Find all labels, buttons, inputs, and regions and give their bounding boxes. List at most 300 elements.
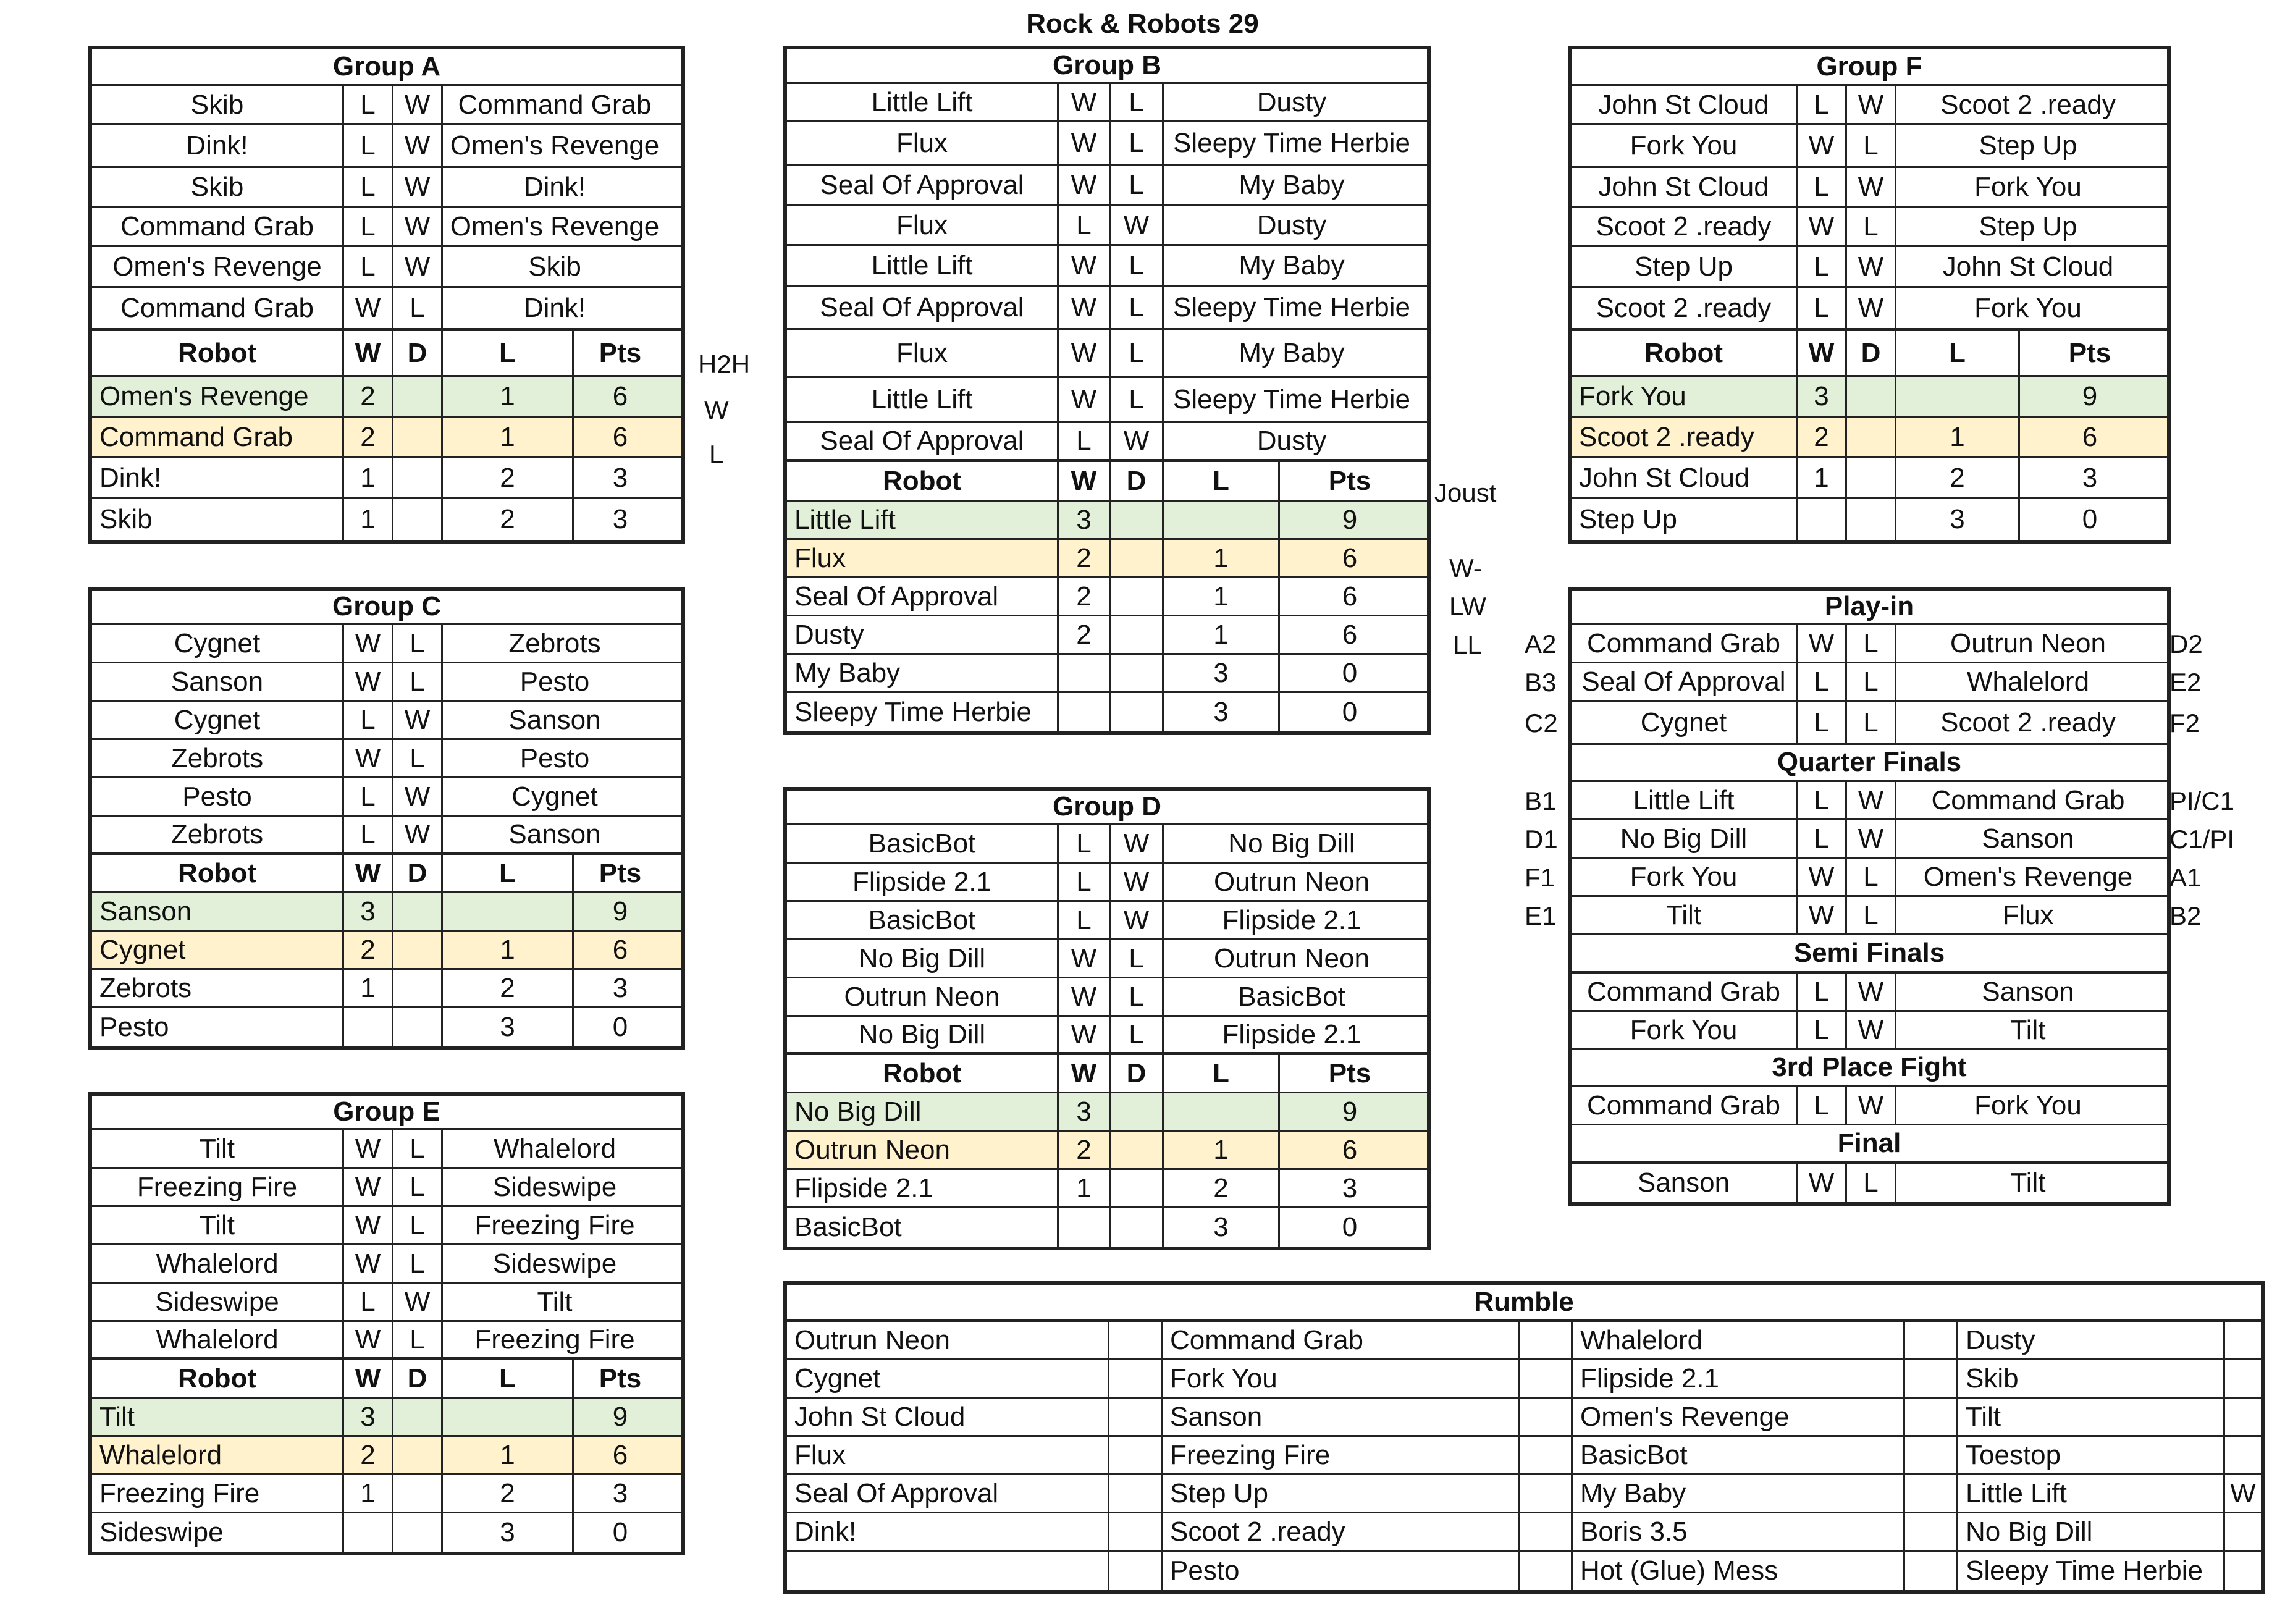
match-row xyxy=(92,663,681,702)
points: 6 xyxy=(1342,581,1358,612)
draws xyxy=(1111,540,1164,576)
robot-a: Little Lift xyxy=(1572,782,1798,818)
robot-name: Scoot 2 .ready xyxy=(1572,418,1798,456)
rumble-result xyxy=(1520,1552,1573,1590)
result-b: L xyxy=(393,740,443,776)
robot-name: Little Lift xyxy=(787,502,1059,538)
result-a: L xyxy=(1059,902,1111,938)
rumble-robot: Flipside 2.1 xyxy=(1573,1360,1905,1397)
standings-row xyxy=(787,1132,1427,1170)
match-row xyxy=(92,625,681,663)
playin-title: Play-in xyxy=(1572,591,2167,625)
result-a: L xyxy=(1059,423,1111,459)
robot-a: Outrun Neon xyxy=(787,978,1059,1015)
result-a: L xyxy=(1059,825,1111,862)
result-a: W xyxy=(1059,378,1111,421)
rumble-result xyxy=(1520,1437,1573,1473)
robot-b: Flipside 2.1 xyxy=(1222,904,1361,935)
robot-b: Pesto xyxy=(520,743,590,773)
robot-name: Sanson xyxy=(92,893,344,930)
match-row xyxy=(787,978,1427,1017)
seed-label-left: B3 xyxy=(1525,668,1557,697)
rumble-row xyxy=(787,1513,2261,1552)
match-row xyxy=(92,208,681,247)
robot-name: Dink! xyxy=(92,458,344,497)
rumble-robot: Dusty xyxy=(1958,1322,2225,1358)
group-b-table xyxy=(783,46,1431,735)
result-a: L xyxy=(1798,702,1847,743)
rumble-robot: Command Grab xyxy=(1163,1322,1520,1358)
robot-a: Seal Of Approval xyxy=(787,423,1059,459)
robot-a: No Big Dill xyxy=(787,1017,1059,1052)
result-b: L xyxy=(393,1322,443,1357)
rumble-result xyxy=(1520,1360,1573,1397)
joust-w-label: W- xyxy=(1449,553,1482,583)
robot-a: BasicBot xyxy=(787,902,1059,938)
points: 3 xyxy=(1342,1172,1358,1203)
robot-b: Fork You xyxy=(1974,1090,2082,1121)
result-b: L xyxy=(1111,287,1164,328)
robot-a: Tilt xyxy=(92,1207,344,1243)
knockout-match-row xyxy=(1572,625,2167,663)
robot-b: My Baby xyxy=(1239,337,1345,368)
seed-label-left: C2 xyxy=(1525,709,1558,738)
rumble-robot: Hot (Glue) Mess xyxy=(1573,1552,1905,1590)
standings-header xyxy=(1572,331,2167,377)
match-row xyxy=(92,1284,681,1322)
joust-ll-label: LL xyxy=(1453,630,1482,659)
losses: 1 xyxy=(1164,616,1280,653)
wins: 2 xyxy=(1059,1132,1111,1168)
result-b: W xyxy=(1847,288,1896,328)
robot-a: Zebrots xyxy=(92,740,344,776)
robot-a: Seal Of Approval xyxy=(1572,663,1798,700)
result-a: W xyxy=(344,1169,393,1205)
losses: 2 xyxy=(443,1475,574,1512)
standings-row xyxy=(92,418,681,458)
draws xyxy=(393,1475,443,1512)
robot-b: Command Grab xyxy=(458,89,652,120)
knockout-table xyxy=(1568,587,2171,1206)
result-b: W xyxy=(393,247,443,286)
result-a: W xyxy=(1059,246,1111,285)
losses: 3 xyxy=(443,1008,574,1046)
points: 3 xyxy=(2082,462,2098,493)
wins xyxy=(1059,693,1111,731)
result-b: L xyxy=(1111,166,1164,204)
points: 9 xyxy=(2082,381,2098,411)
draws xyxy=(1847,458,1896,497)
robot-b: Outrun Neon xyxy=(1950,628,2106,658)
wins: 1 xyxy=(344,970,393,1006)
robot-b: Tilt xyxy=(2010,1014,2046,1045)
robot-a: Skib xyxy=(92,86,344,123)
draws xyxy=(1111,616,1164,653)
standings-row xyxy=(787,578,1427,616)
match-row xyxy=(787,246,1427,287)
header-robot: Robot xyxy=(92,1360,344,1397)
losses: 2 xyxy=(1896,458,2020,497)
robot-name: Pesto xyxy=(92,1008,344,1046)
result-a: W xyxy=(344,1245,393,1282)
losses xyxy=(1164,502,1280,538)
robot-name: Skib xyxy=(92,499,344,540)
wins xyxy=(344,1008,393,1046)
rumble-robot: Toestop xyxy=(1958,1437,2225,1473)
result-b: L xyxy=(1111,940,1164,977)
result-a: L xyxy=(344,125,393,166)
robot-b: Freezing Fire xyxy=(474,1324,635,1355)
match-row xyxy=(92,778,681,817)
result-b: W xyxy=(1847,820,1896,857)
robot-name: Outrun Neon xyxy=(787,1132,1059,1168)
knockout-match-row xyxy=(1572,820,2167,859)
header-w: W xyxy=(344,855,393,891)
group-c-table xyxy=(88,587,685,1050)
result-b: W xyxy=(393,817,443,852)
robot-name: Fork You xyxy=(1572,377,1798,416)
final-title: Final xyxy=(1572,1125,2167,1164)
rumble-robot: Little Lift xyxy=(1958,1475,2225,1512)
standings-row xyxy=(92,893,681,932)
rumble-robot: My Baby xyxy=(1573,1475,1905,1512)
result-b: W xyxy=(1111,902,1164,938)
header-l: L xyxy=(1896,331,2020,375)
wins: 1 xyxy=(344,499,393,540)
match-row xyxy=(787,864,1427,902)
header-robot: Robot xyxy=(92,855,344,891)
robot-name: Whalelord xyxy=(92,1437,344,1473)
points: 6 xyxy=(612,1439,628,1470)
rumble-row xyxy=(787,1322,2261,1360)
header-d: D xyxy=(1847,331,1896,375)
result-b: W xyxy=(1847,782,1896,818)
robot-a: Tilt xyxy=(92,1130,344,1167)
points: 0 xyxy=(1342,697,1358,727)
draws xyxy=(1847,377,1896,416)
result-b: W xyxy=(1847,974,1896,1010)
result-a: L xyxy=(1059,864,1111,900)
standings-row xyxy=(92,1513,681,1552)
draws xyxy=(393,932,443,968)
match-row xyxy=(787,940,1427,978)
robot-b: Step Up xyxy=(1979,130,2077,161)
standings-row xyxy=(92,458,681,499)
result-b: L xyxy=(1111,330,1164,376)
header-w: W xyxy=(1798,331,1847,375)
result-b: L xyxy=(1847,208,1896,245)
match-row xyxy=(1572,86,2167,125)
knockout-match-row xyxy=(1572,663,2167,702)
result-b: L xyxy=(1847,859,1896,895)
result-a: L xyxy=(344,168,393,206)
rumble-robot: BasicBot xyxy=(1573,1437,1905,1473)
rumble-robot: Scoot 2 .ready xyxy=(1163,1513,1520,1550)
result-a: L xyxy=(1798,1087,1847,1124)
robot-name: Step Up xyxy=(1572,499,1798,540)
standings-row xyxy=(92,377,681,418)
header-d: D xyxy=(393,331,443,375)
match-row xyxy=(787,825,1427,864)
robot-a: Seal Of Approval xyxy=(787,287,1059,328)
standings-row xyxy=(92,932,681,970)
knockout-match-row xyxy=(1572,1164,2167,1202)
points: 9 xyxy=(1342,504,1358,535)
result-b: L xyxy=(1111,122,1164,164)
result-b: W xyxy=(1847,86,1896,123)
robot-name: BasicBot xyxy=(787,1208,1059,1247)
robot-b: My Baby xyxy=(1239,250,1345,280)
rumble-row xyxy=(787,1399,2261,1437)
header-l: L xyxy=(1164,462,1280,500)
result-a: L xyxy=(1798,288,1847,328)
knockout-match-row xyxy=(1572,859,2167,897)
points: 9 xyxy=(612,896,628,927)
robot-b: BasicBot xyxy=(1238,981,1345,1012)
robot-a: Command Grab xyxy=(92,288,344,328)
rumble-result xyxy=(1905,1513,1958,1550)
draws xyxy=(393,377,443,416)
rumble-result xyxy=(1905,1552,1958,1590)
group-d-table xyxy=(783,787,1431,1250)
robot-name: Sleepy Time Herbie xyxy=(787,693,1059,731)
robot-b: Fork You xyxy=(1974,292,2082,323)
points: 3 xyxy=(612,1478,628,1508)
rumble-row xyxy=(787,1437,2261,1475)
match-row xyxy=(92,740,681,778)
header-w: W xyxy=(1059,462,1111,500)
robot-a: Flux xyxy=(787,206,1059,244)
wins: 3 xyxy=(344,1399,393,1435)
match-row xyxy=(92,247,681,288)
robot-b: Omen's Revenge xyxy=(450,211,660,242)
draws xyxy=(393,970,443,1006)
robot-a: Cygnet xyxy=(1572,702,1798,743)
robot-a: Fork You xyxy=(1572,1012,1798,1048)
wins: 2 xyxy=(1798,418,1847,456)
standings-row xyxy=(1572,458,2167,499)
rumble-robot: John St Cloud xyxy=(787,1399,1109,1435)
result-b: L xyxy=(1847,625,1896,662)
losses: 1 xyxy=(1164,1132,1280,1168)
result-a: L xyxy=(1798,1012,1847,1048)
knockout-match-row xyxy=(1572,782,2167,820)
rumble-robot: Seal Of Approval xyxy=(787,1475,1109,1512)
wins: 2 xyxy=(344,932,393,968)
result-b: L xyxy=(1111,1017,1164,1052)
draws xyxy=(393,1399,443,1435)
losses: 1 xyxy=(443,418,574,456)
header-d: D xyxy=(1111,462,1164,500)
rumble-result xyxy=(1905,1360,1958,1397)
robot-a: Scoot 2 .ready xyxy=(1572,288,1798,328)
robot-name: Tilt xyxy=(92,1399,344,1435)
seed-label-left: F1 xyxy=(1525,863,1555,892)
knockout-match-row xyxy=(1572,1087,2167,1125)
match-row xyxy=(787,378,1427,423)
rumble-robot: Sanson xyxy=(1163,1399,1520,1435)
robot-b: Tilt xyxy=(537,1286,573,1317)
draws xyxy=(1111,1093,1164,1130)
robot-b: Omen's Revenge xyxy=(1923,861,2133,892)
result-a: L xyxy=(344,817,393,852)
losses: 1 xyxy=(1896,418,2020,456)
draws xyxy=(1847,499,1896,540)
result-a: L xyxy=(1798,663,1847,700)
result-a: W xyxy=(1059,122,1111,164)
result-a: W xyxy=(1059,287,1111,328)
match-row xyxy=(1572,288,2167,331)
result-b: L xyxy=(1111,378,1164,421)
robot-b: Sideswipe xyxy=(492,1171,617,1202)
points: 6 xyxy=(1342,619,1358,650)
match-row xyxy=(92,1130,681,1169)
robot-a: Tilt xyxy=(1572,897,1798,933)
result-a: L xyxy=(1798,247,1847,286)
standings-row xyxy=(1572,499,2167,540)
robot-b: No Big Dill xyxy=(1228,828,1355,859)
wins xyxy=(344,1513,393,1552)
match-row xyxy=(787,287,1427,330)
robot-a: Fork You xyxy=(1572,125,1798,166)
rumble-result xyxy=(2225,1552,2261,1590)
robot-name: Dusty xyxy=(787,616,1059,653)
match-row xyxy=(787,1017,1427,1055)
knockout-match-row xyxy=(1572,974,2167,1012)
robot-a: Command Grab xyxy=(1572,1087,1798,1124)
result-b: L xyxy=(1847,1164,1896,1202)
wins: 1 xyxy=(1798,458,1847,497)
header-d: D xyxy=(393,1360,443,1397)
rumble-title: Rumble xyxy=(787,1285,2261,1322)
robot-b: Step Up xyxy=(1979,211,2077,242)
wins: 2 xyxy=(344,377,393,416)
robot-b: Dusty xyxy=(1256,209,1327,240)
match-row xyxy=(787,166,1427,206)
result-b: L xyxy=(1847,125,1896,166)
robot-b: Scoot 2 .ready xyxy=(1940,707,2116,738)
header-l: L xyxy=(443,1360,574,1397)
result-a: W xyxy=(344,1130,393,1167)
standings-header xyxy=(787,1055,1427,1093)
result-b: W xyxy=(393,778,443,815)
rumble-robot xyxy=(787,1552,1109,1590)
robot-a: No Big Dill xyxy=(787,940,1059,977)
robot-b: Sanson xyxy=(1982,823,2074,854)
header-robot: Robot xyxy=(787,1055,1059,1092)
result-a: W xyxy=(344,1322,393,1357)
third-place-title: 3rd Place Fight xyxy=(1572,1050,2167,1087)
match-row xyxy=(1572,168,2167,208)
result-a: L xyxy=(344,1284,393,1320)
result-b: L xyxy=(1847,702,1896,743)
result-a: L xyxy=(1798,782,1847,818)
standings-row xyxy=(787,693,1427,731)
result-a: W xyxy=(1059,940,1111,977)
result-b: L xyxy=(393,288,443,328)
losses xyxy=(443,893,574,930)
robot-b: Scoot 2 .ready xyxy=(1940,89,2116,120)
points: 3 xyxy=(612,462,628,493)
match-row xyxy=(92,817,681,855)
losses: 1 xyxy=(443,377,574,416)
robot-name: Sideswipe xyxy=(92,1513,344,1552)
header-pts: Pts xyxy=(599,1363,642,1394)
standings-row xyxy=(1572,418,2167,458)
draws xyxy=(1111,693,1164,731)
points: 0 xyxy=(612,1517,628,1547)
match-row xyxy=(1572,125,2167,168)
rumble-robot: Flux xyxy=(787,1437,1109,1473)
seed-label-right: C1/PI xyxy=(2169,825,2235,854)
rumble-result xyxy=(1520,1475,1573,1512)
robot-name: No Big Dill xyxy=(787,1093,1059,1130)
standings-row xyxy=(787,1093,1427,1132)
group-f-table xyxy=(1568,46,2171,544)
result-b: W xyxy=(393,208,443,245)
match-row xyxy=(787,423,1427,462)
draws xyxy=(1111,1208,1164,1247)
result-a: L xyxy=(344,702,393,738)
seed-label-left: B1 xyxy=(1525,786,1557,815)
wins xyxy=(1059,655,1111,691)
group-title: Group D xyxy=(787,791,1427,825)
match-row xyxy=(92,702,681,740)
robot-name: Freezing Fire xyxy=(92,1475,344,1512)
wins: 2 xyxy=(344,418,393,456)
points: 6 xyxy=(1342,542,1358,573)
points: 6 xyxy=(2082,421,2098,452)
wins: 3 xyxy=(1798,377,1847,416)
match-row xyxy=(787,84,1427,122)
header-robot: Robot xyxy=(787,462,1059,500)
points: 6 xyxy=(612,381,628,411)
robot-b: Flux xyxy=(2002,899,2054,930)
header-pts: Pts xyxy=(1328,1058,1371,1088)
seed-label-right: B2 xyxy=(2169,901,2202,930)
robot-b: Sleepy Time Herbie xyxy=(1173,384,1410,414)
losses: 1 xyxy=(1164,578,1280,615)
result-b: W xyxy=(1111,206,1164,244)
robot-a: Pesto xyxy=(92,778,344,815)
robot-a: BasicBot xyxy=(787,825,1059,862)
header-l: L xyxy=(443,855,574,891)
losses: 3 xyxy=(443,1513,574,1552)
draws xyxy=(1111,502,1164,538)
wins: 2 xyxy=(344,1437,393,1473)
points: 6 xyxy=(1342,1134,1358,1165)
result-b: W xyxy=(393,86,443,123)
h2h-loser-label: L xyxy=(709,440,724,469)
rumble-row xyxy=(787,1552,2261,1590)
rumble-result xyxy=(1520,1399,1573,1435)
seed-label-right: E2 xyxy=(2169,668,2202,697)
robot-b: Sanson xyxy=(1982,976,2074,1007)
seed-label-left: D1 xyxy=(1525,825,1558,854)
robot-a: John St Cloud xyxy=(1572,168,1798,206)
header-l: L xyxy=(443,331,574,375)
result-a: L xyxy=(1798,820,1847,857)
robot-b: Whalelord xyxy=(493,1133,616,1164)
robot-a: Whalelord xyxy=(92,1245,344,1282)
losses: 1 xyxy=(443,1437,574,1473)
h2h-winner-label: W xyxy=(704,395,729,424)
wins: 1 xyxy=(1059,1170,1111,1206)
standings-row xyxy=(92,1475,681,1513)
wins: 2 xyxy=(1059,616,1111,653)
result-b: L xyxy=(1847,663,1896,700)
robot-a: Skib xyxy=(92,168,344,206)
